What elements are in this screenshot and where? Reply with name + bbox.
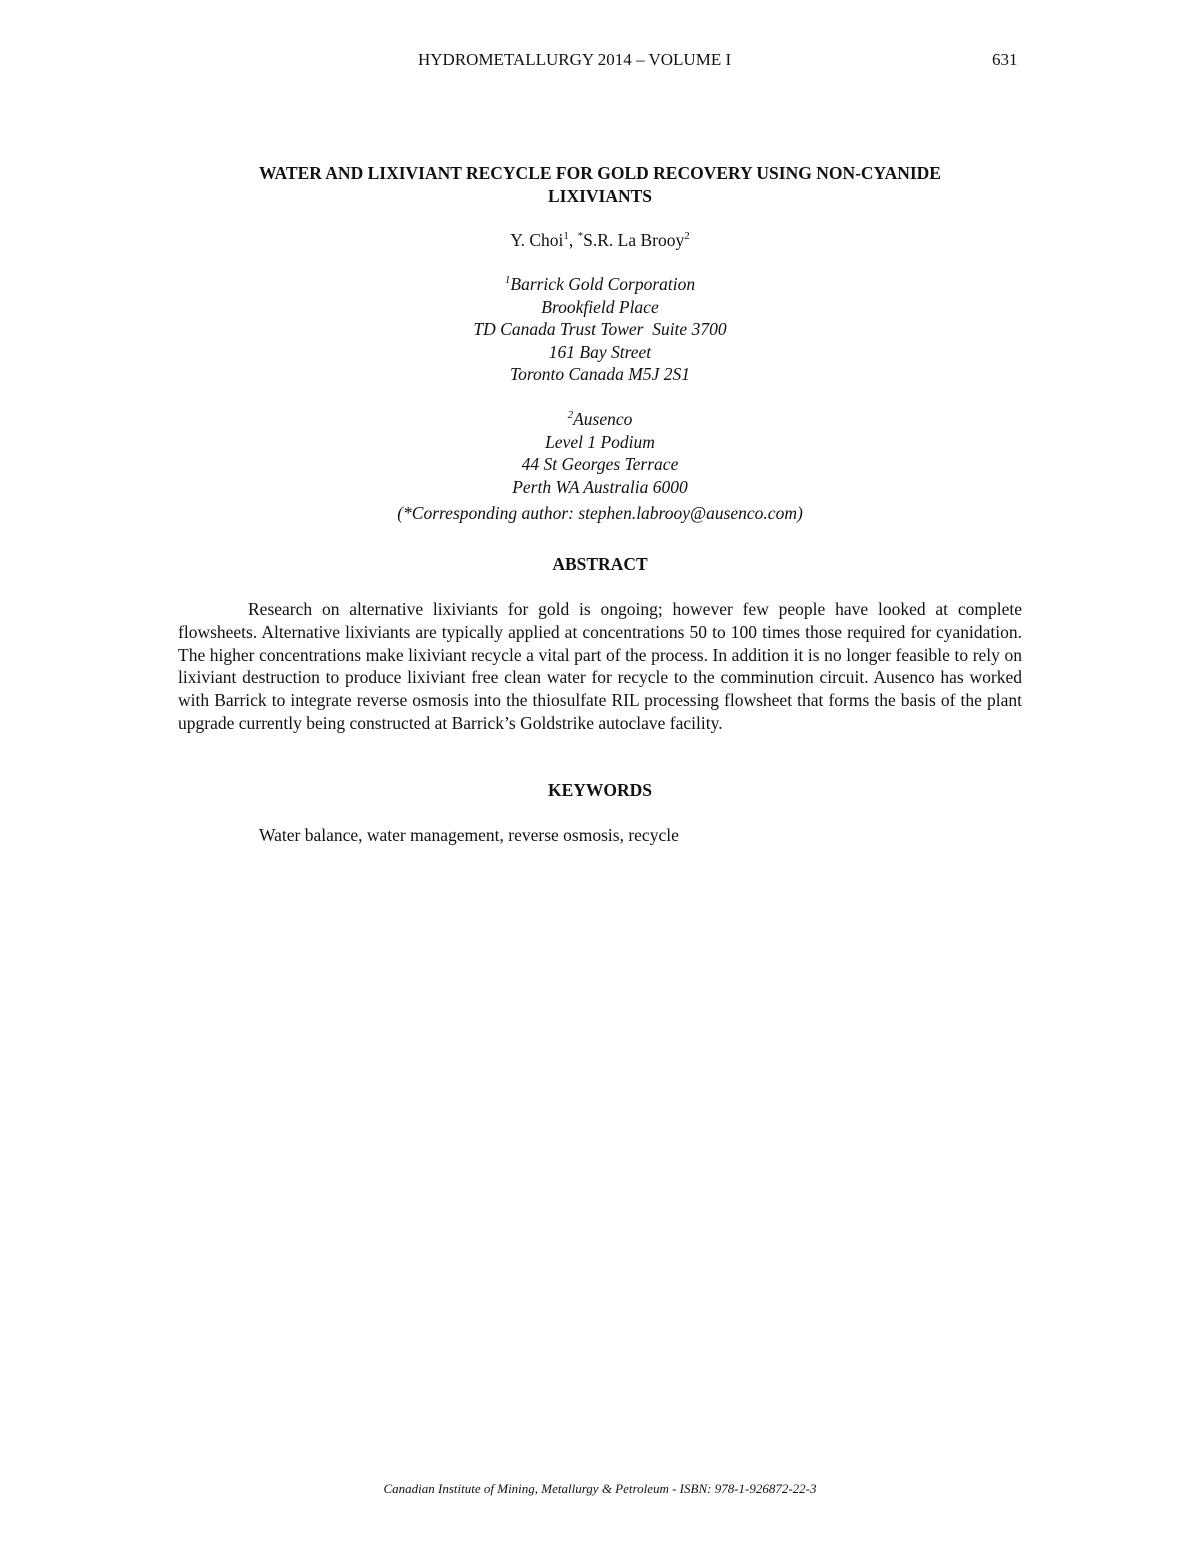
- corresponding-author: (*Corresponding author: stephen.labrooy@ausenco.com): [397, 503, 803, 523]
- publisher-footer: Canadian Institute of Mining, Metallurgy & Petroleum - ISBN: 978-1-926872-22-3: [383, 1481, 817, 1496]
- affiliation-name: Barrick Gold Corporation: [510, 274, 696, 294]
- author-separator: ,: [568, 230, 578, 250]
- author-affiliation-mark: 2: [684, 230, 690, 242]
- affiliation-mark: 2: [567, 409, 574, 421]
- affiliation-line: [178, 273, 1022, 296]
- affiliation-line: Toronto Canada M5J 2S1: [509, 364, 691, 385]
- affiliation-line: 161 Bay Street: [548, 341, 652, 362]
- paper-title-line-2: LIXIVIANTS: [547, 186, 653, 206]
- paper-title: [178, 162, 1022, 208]
- author-affiliation-mark: 1: [563, 230, 569, 242]
- page-number: 631: [992, 50, 1018, 69]
- author-name: Y. Choi: [510, 230, 564, 250]
- author-list: [178, 230, 1022, 251]
- paper-title-line-1: WATER AND LIXIVIANT RECYCLE FOR GOLD RECOVERY USING NON-CYANIDE: [259, 163, 941, 183]
- affiliation-line: [178, 408, 1022, 431]
- affiliation-line: Level 1 Podium: [545, 431, 655, 452]
- affiliation-block: [178, 408, 1022, 498]
- keywords-text: Water balance, water management, reverse osmosis, recycle: [259, 825, 679, 845]
- affiliation-mark: 1: [504, 274, 511, 286]
- running-title: HYDROMETALLURGY 2014 – VOLUME I: [418, 50, 732, 69]
- abstract-text: Research on alternative lixiviants for gold is ongoing; however few people have looked at complete flowsheets. Alternative lixiviants are typically applied at concentrations 50 to 100 times those required for cyanidation. The higher concentrations make lixiviant recycle a vital part of the process. In addition it is no longer feasible to rely on lixiviant destruction to produce lixiviant free clean water for recycle to the comminution circuit. Ausenco has worked with Barrick to integrate reverse osmosis into the thiosulfate RIL processing flowsheet that forms the basis of the plant upgrade currently being constructed at Barrick’s Goldstrike autoclave facility.: [178, 599, 1022, 733]
- abstract-heading: ABSTRACT: [552, 554, 648, 574]
- affiliation-line: Perth WA Australia 6000: [512, 476, 688, 497]
- affiliation-line: TD Canada Trust Tower Suite 3700: [473, 319, 727, 340]
- author-name: S.R. La Brooy: [583, 230, 685, 250]
- affiliation-name: Ausenco: [573, 409, 633, 429]
- affiliation-line: 44 St Georges Terrace: [521, 454, 679, 475]
- keywords-heading: KEYWORDS: [547, 780, 653, 800]
- affiliation-block: [178, 273, 1022, 386]
- affiliation-line: Brookfield Place: [541, 296, 659, 317]
- corresponding-mark: *: [577, 230, 584, 242]
